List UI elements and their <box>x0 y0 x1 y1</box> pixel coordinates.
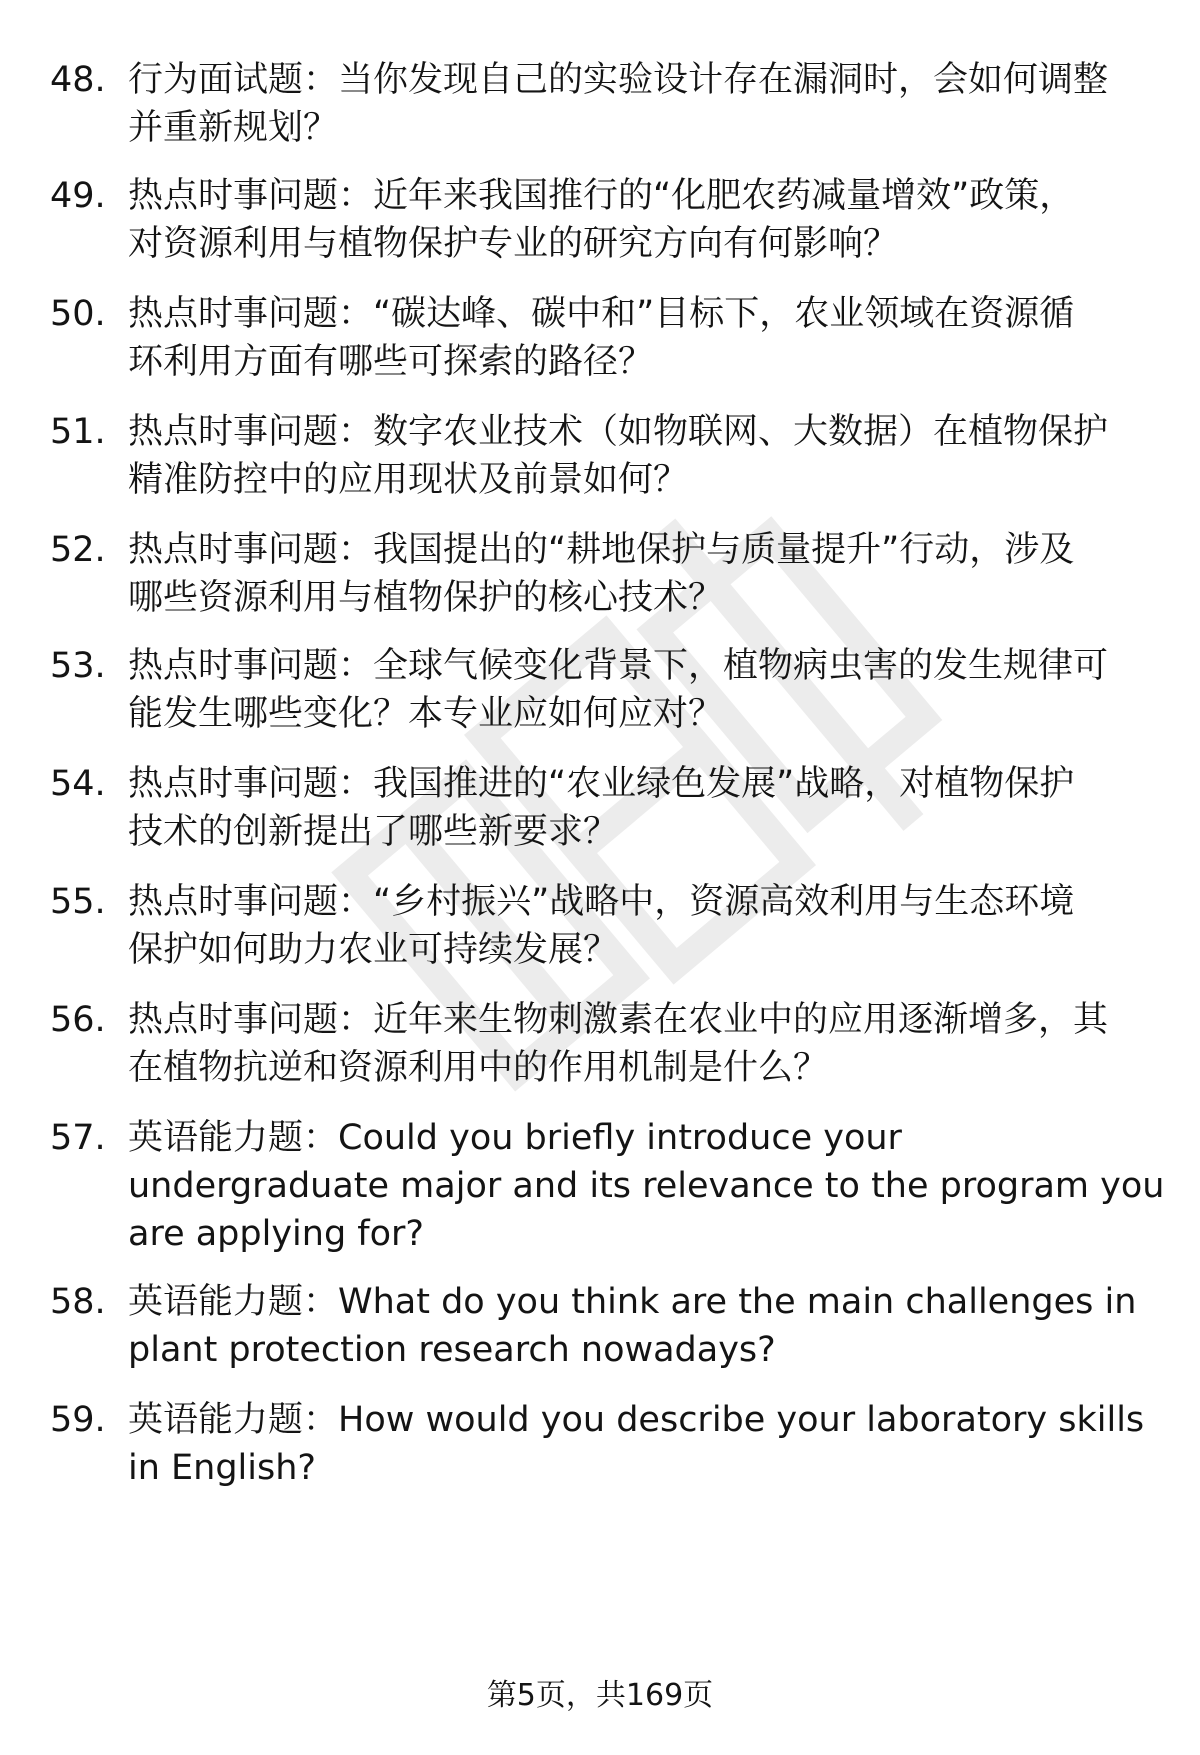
question-line: 热点时事问题：我国提出的“耕地保护与质量提升”行动，涉及 <box>128 530 1075 570</box>
question-number: 51. <box>50 412 106 452</box>
question-line: 哪些资源利用与植物保护的核心技术？ <box>128 578 724 618</box>
question-text <box>128 1278 1148 1374</box>
question-number: 54. <box>50 764 106 804</box>
question-text <box>128 526 1148 622</box>
question-line: 热点时事问题：全球气候变化背景下，植物病虫害的发生规律可 <box>128 646 1109 686</box>
question-line: 保护如何助力农业可持续发展？ <box>128 930 619 970</box>
question-line: 英语能力题：What do you think are the main challenges in <box>128 1282 1137 1322</box>
question-text <box>128 760 1148 856</box>
question-line: undergraduate major and its relevance to the program you <box>128 1166 1165 1206</box>
question-line: 热点时事问题：“碳达峰、碳中和”目标下，农业领域在资源循 <box>128 294 1075 334</box>
question-line: 英语能力题：Could you briefly introduce your <box>128 1118 902 1158</box>
question-text <box>128 290 1148 386</box>
question-line: 英语能力题：How would you describe your laboratory skills <box>128 1400 1145 1440</box>
question-number: 49. <box>50 176 106 216</box>
question-line: 热点时事问题：近年来生物刺激素在农业中的应用逐渐增多，其 <box>128 1000 1109 1040</box>
question-text <box>128 1396 1148 1492</box>
question-line: are applying for? <box>128 1214 424 1254</box>
question-line: 热点时事问题：“乡村振兴”战略中，资源高效利用与生态环境 <box>128 882 1075 922</box>
page-number-label: 第5页，共169页 <box>486 1678 714 1713</box>
question-line: plant protection research nowadays? <box>128 1330 776 1370</box>
question-number: 58. <box>50 1282 106 1322</box>
question-line: 热点时事问题：数字农业技术（如物联网、大数据）在植物保护 <box>128 412 1109 452</box>
question-text <box>128 56 1148 152</box>
question-number: 53. <box>50 646 106 686</box>
question-number: 57. <box>50 1118 106 1158</box>
question-text <box>128 878 1148 974</box>
question-text <box>128 996 1148 1092</box>
question-number: 48. <box>50 60 106 100</box>
question-line: 在植物抗逆和资源利用中的作用机制是什么？ <box>128 1048 829 1088</box>
question-number: 50. <box>50 294 106 334</box>
question-number: 59. <box>50 1400 106 1440</box>
question-line: 热点时事问题：我国推进的“农业绿色发展”战略，对植物保护 <box>128 764 1075 804</box>
question-text <box>128 1114 1165 1258</box>
question-text <box>128 642 1148 738</box>
question-text <box>128 408 1148 504</box>
question-line: 热点时事问题：近年来我国推行的“化肥农药减量增效”政策， <box>128 176 1075 216</box>
question-line: in English? <box>128 1448 316 1488</box>
question-line: 并重新规划？ <box>128 108 339 148</box>
question-line: 环利用方面有哪些可探索的路径？ <box>128 342 654 382</box>
page-footer <box>0 1676 1200 1716</box>
question-line: 行为面试题：当你发现自己的实验设计存在漏洞时，会如何调整 <box>128 60 1109 100</box>
question-line: 对资源利用与植物保护专业的研究方向有何影响？ <box>128 224 899 264</box>
question-number: 55. <box>50 882 106 922</box>
question-text <box>128 172 1148 268</box>
question-number: 56. <box>50 1000 106 1040</box>
question-line: 技术的创新提出了哪些新要求？ <box>128 812 619 852</box>
question-line: 精准防控中的应用现状及前景如何？ <box>128 460 689 500</box>
question-number: 52. <box>50 530 106 570</box>
question-line: 能发生哪些变化？本专业应如何应对？ <box>128 694 724 734</box>
